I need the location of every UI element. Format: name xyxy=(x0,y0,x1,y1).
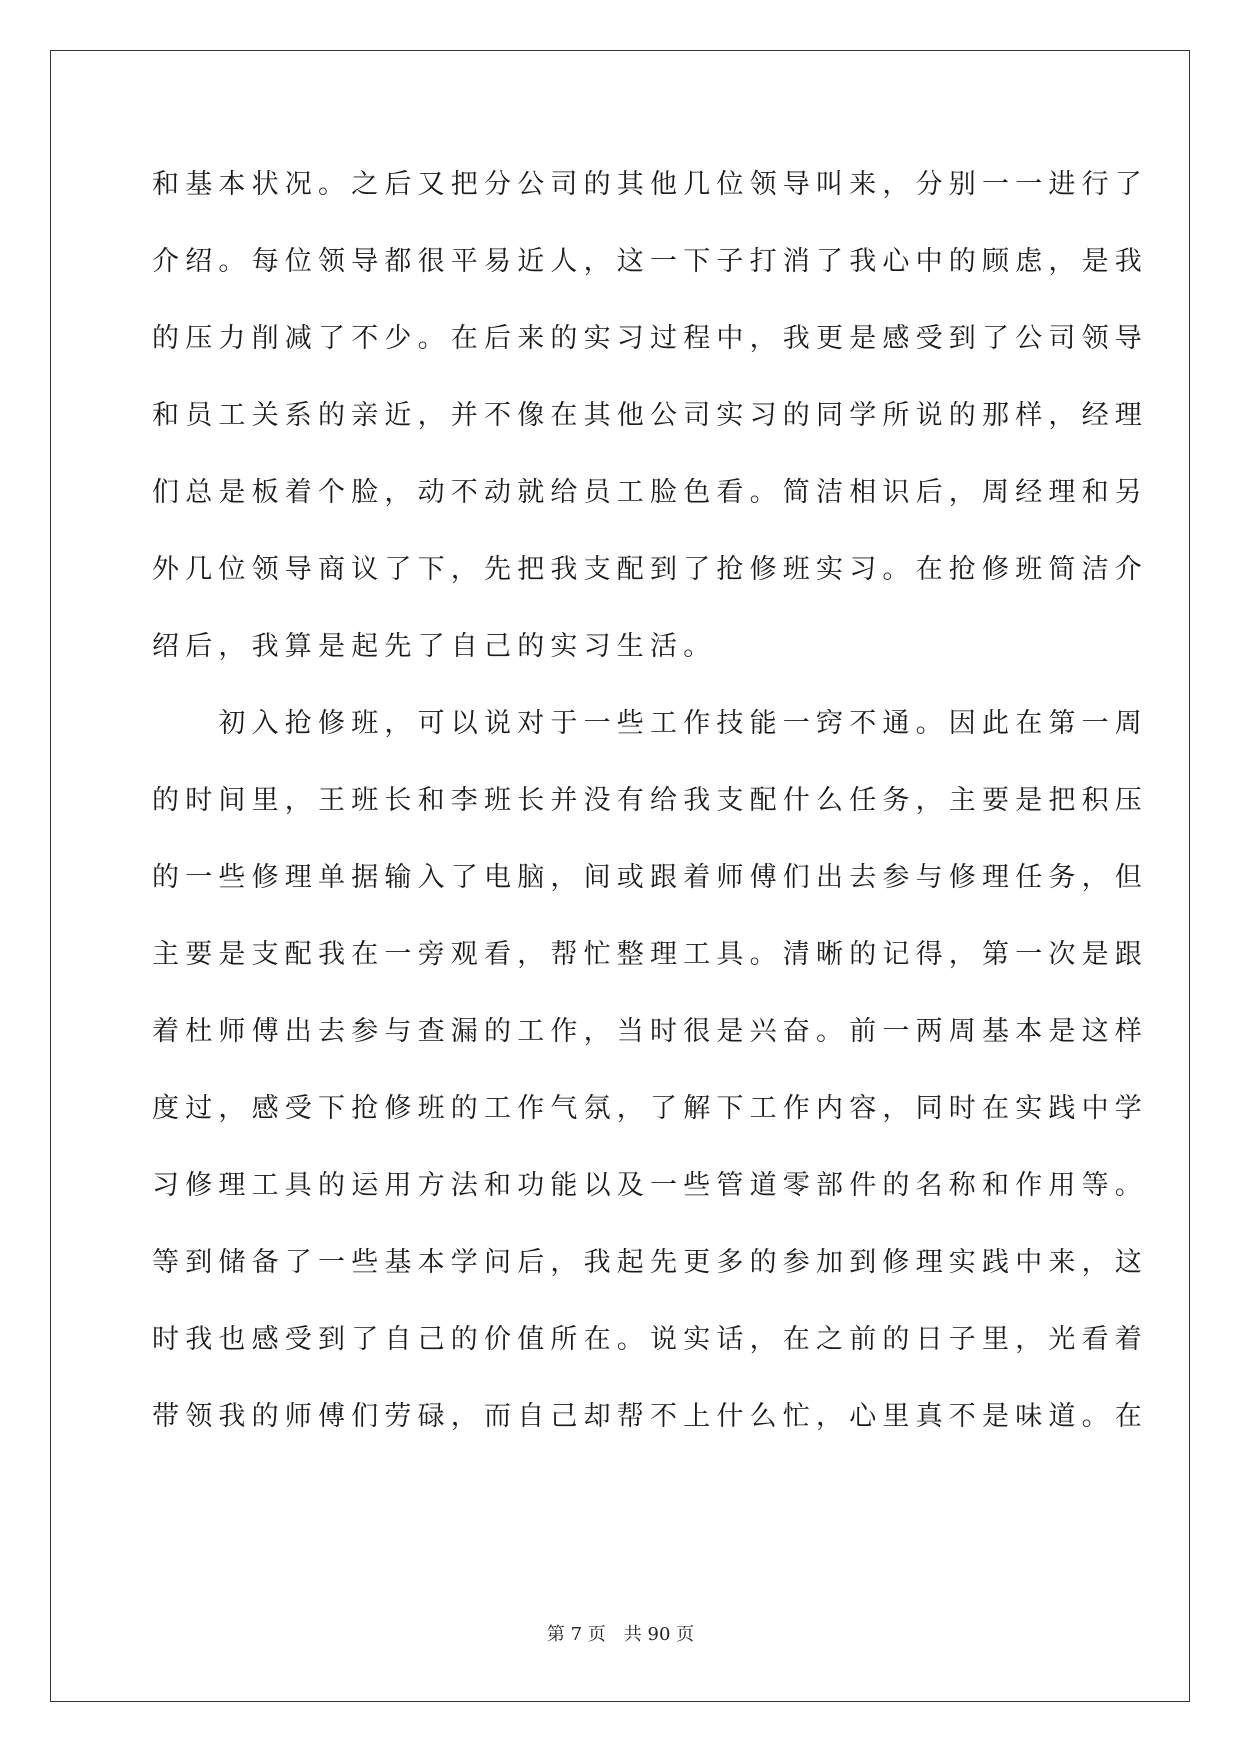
text-line: 度过，感受下抢修班的工作气氛，了解下工作内容，同时在实践中学 xyxy=(152,1093,1148,1124)
text-line: 绍后，我算是起先了自己的实习生活。 xyxy=(152,631,717,662)
text-line: 带领我的师傅们劳碌，而自己却帮不上什么忙，心里真不是味道。在 xyxy=(152,1401,1148,1432)
text-line: 介绍。每位领导都很平易近人，这一下子打消了我心中的顾虑，是我 xyxy=(152,246,1148,277)
text-line: 等到储备了一些基本学问后，我起先更多的参加到修理实践中来，这 xyxy=(152,1247,1148,1278)
text-line: 主要是支配我在一旁观看，帮忙整理工具。清晰的记得，第一次是跟 xyxy=(152,939,1148,970)
text-line: 时我也感受到了自己的价值所在。说实话，在之前的日子里，光看着 xyxy=(152,1324,1148,1355)
text-line: 和员工关系的亲近，并不像在其他公司实习的同学所说的那样，经理 xyxy=(152,400,1148,431)
text-line: 的压力削减了不少。在后来的实习过程中，我更是感受到了公司领导 xyxy=(152,323,1148,354)
text-line: 和基本状况。之后又把分公司的其他几位领导叫来，分别一一进行了 xyxy=(152,169,1148,200)
text-line: 初入抢修班，可以说对于一些工作技能一窍不通。因此在第一周 xyxy=(152,708,1148,739)
page-number-footer: 第 7 页 共 90 页 xyxy=(546,1624,695,1645)
text-line: 的时间里，王班长和李班长并没有给我支配什么任务，主要是把积压 xyxy=(152,785,1148,816)
body-text xyxy=(152,146,1148,1455)
text-line: 外几位领导商议了下，先把我支配到了抢修班实习。在抢修班简洁介 xyxy=(152,554,1148,585)
text-line: 们总是板着个脸，动不动就给员工脸色看。简洁相识后，周经理和另 xyxy=(152,477,1148,508)
text-line: 的一些修理单据输入了电脑，间或跟着师傅们出去参与修理任务，但 xyxy=(152,862,1148,893)
text-line: 着杜师傅出去参与查漏的工作，当时很是兴奋。前一两周基本是这样 xyxy=(152,1016,1148,1047)
text-line: 习修理工具的运用方法和功能以及一些管道零部件的名称和作用等。 xyxy=(152,1170,1148,1201)
